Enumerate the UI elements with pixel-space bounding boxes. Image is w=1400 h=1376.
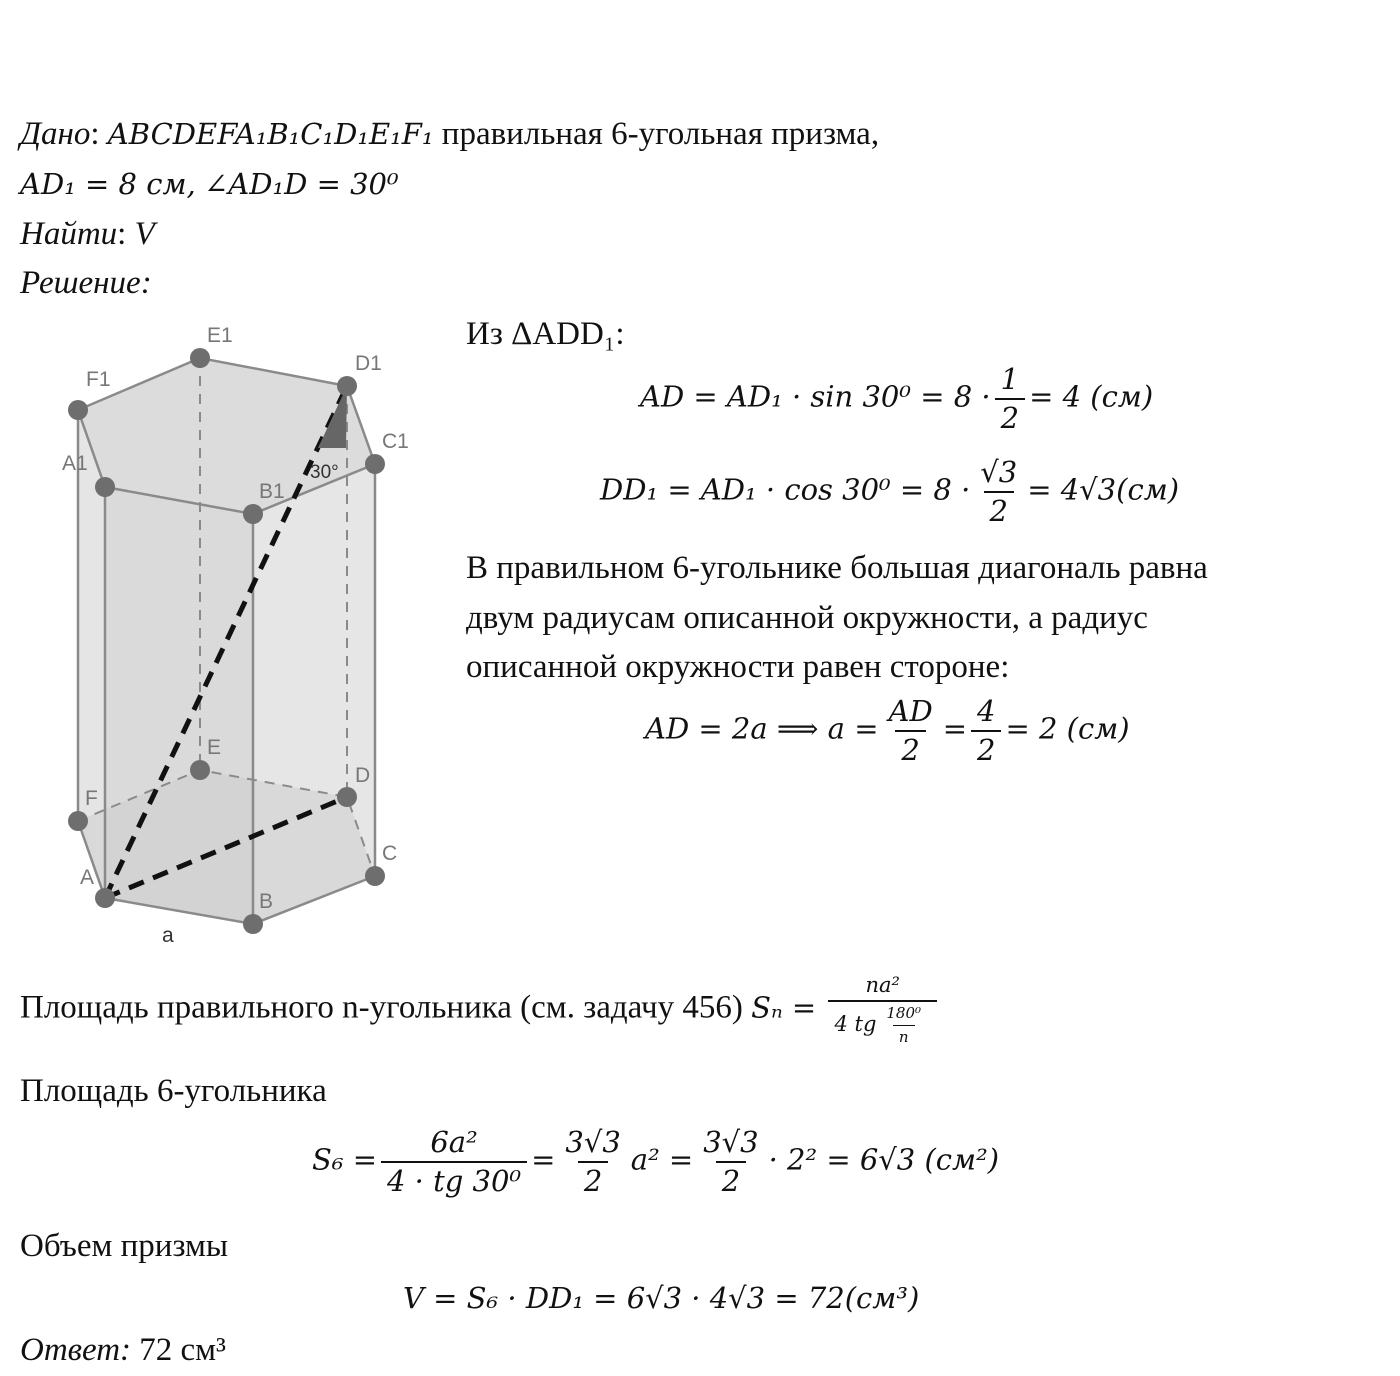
vertex-e xyxy=(190,760,210,780)
hexagon-area-label: Площадь 6-угольника xyxy=(20,1073,327,1109)
find-label: Найти xyxy=(20,216,118,252)
label-e1: E1 xyxy=(207,324,233,347)
label-b: B xyxy=(259,890,274,913)
volume-label: Объем призмы xyxy=(20,1228,229,1264)
prism-name: ABCDEFA₁B₁C₁D₁E₁F₁ xyxy=(107,117,434,151)
vertex-c1 xyxy=(365,454,385,474)
hexagon-area-formula: S₆ = $\frac{\text{6a²}}{\text{4 · tg 30⁰}}$ = $\frac{3√3}{2}$ a² = $\frac{3√3}{2}$ · 2² = 6√3 (см²) xyxy=(312,1125,1000,1198)
vertex-f xyxy=(68,811,88,831)
vertex-b xyxy=(243,914,263,934)
vertex-f1 xyxy=(68,400,88,420)
find-value: V xyxy=(134,216,155,252)
given-line: Дано: ABCDEFA₁B₁C₁D₁E₁F₁ правильная 6-угольная призма, xyxy=(20,116,880,152)
given-cond-ad1: AD₁ = 8 см, xyxy=(20,167,196,201)
answer-label: Ответ: xyxy=(20,1332,132,1368)
label-e: E xyxy=(207,736,222,759)
vertex-d1 xyxy=(337,376,357,396)
label-angle: 30° xyxy=(310,462,339,483)
given-label: Дано xyxy=(20,116,91,152)
given-conditions xyxy=(20,168,399,201)
vertex-a xyxy=(95,888,115,908)
vertex-b1 xyxy=(243,504,263,524)
label-c: C xyxy=(382,842,398,865)
label-f: F xyxy=(85,787,98,810)
prism-figure xyxy=(0,320,440,960)
label-side-a: a xyxy=(162,924,174,947)
paragraph-line-3: описанной окружности равен стороне: xyxy=(466,649,1010,685)
answer-line xyxy=(20,1334,226,1367)
label-d1: D1 xyxy=(355,352,382,375)
label-b1: B1 xyxy=(259,480,285,503)
vertex-a1 xyxy=(95,477,115,497)
label-c1: C1 xyxy=(382,430,409,453)
triangle-intro: Из ΔADD₁: xyxy=(466,316,625,352)
find-line: Найти: V xyxy=(20,216,155,252)
area-formula-text: Площадь правильного n-угольника (см. задачу 456) xyxy=(20,989,743,1026)
equation-ad: AD = AD₁ · sin 30⁰ = 8 · $\frac{1}{2}$ = 4 (см) xyxy=(640,362,1154,435)
vertex-e1 xyxy=(190,348,210,368)
equation-a: AD = 2a ⟹ a = $\frac{AD}{2}$ = $\frac{4}{2}$ = 2 (см) xyxy=(645,694,1130,767)
answer-value: 72 см³ xyxy=(139,1332,226,1368)
paragraph-line-2: двум радиусам описанной окружности, а радиус xyxy=(466,600,1148,636)
solution-label: Решение: xyxy=(20,265,152,301)
label-f1: F1 xyxy=(86,368,111,391)
given-text: правильная 6-угольная призма, xyxy=(441,116,880,152)
equation-dd1: DD₁ = AD₁ · cos 30⁰ = 8 · $\frac{√3}{2}$ = 4√3(см) xyxy=(600,455,1180,528)
vertex-c xyxy=(365,866,385,886)
label-d: D xyxy=(355,764,371,787)
label-a1: A1 xyxy=(62,452,88,475)
area-formula-line: Площадь правильного n-угольника (см. задачу 456) Sₙ = na² 4 tg $\frac{\text{180⁰}}{n}$ xyxy=(20,975,941,1045)
vertex-d xyxy=(337,787,357,807)
given-cond-angle: ∠AD₁D = 30⁰ xyxy=(203,167,399,201)
paragraph-line-1: В правильном 6-угольнике большая диагональ равна xyxy=(466,550,1208,586)
label-a: A xyxy=(80,866,95,889)
volume-formula: V = S₆ · DD₁ = 6√3 · 4√3 = 72(см³) xyxy=(403,1281,920,1315)
